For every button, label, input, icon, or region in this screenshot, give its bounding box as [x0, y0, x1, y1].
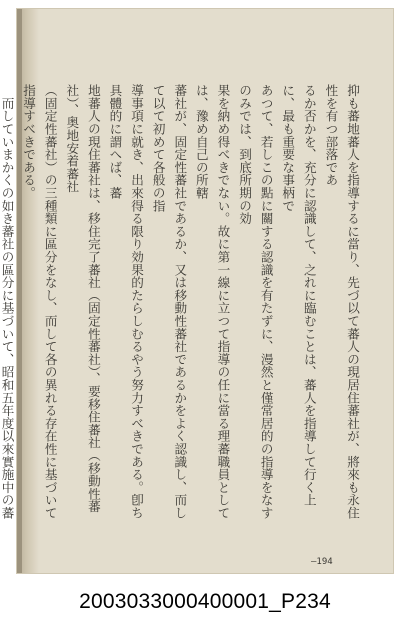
- text-line: あつて、若しこの點に關する認識を有たずに、漫然と僅常居的の指導をなすのみでは、到底所期の効: [237, 84, 274, 520]
- text-line: 抑も蕃地蕃人を指導するに當り、先づ以て蕃人の現居住蕃社が、將來も永住性を有つ部落であ: [323, 84, 360, 520]
- text-line: 而していまかくの如き蕃社の區分に基づいて、昭和五年度以來實施中の蕃: [0, 96, 15, 520]
- text-line: るか否かを、充分に認識して、之れに臨むことは、蕃人を指導して行く上に、最も重要な事柄で: [280, 84, 317, 507]
- text-line: 蕃社が、固定性蕃社であるか、又は移動性蕃社であるかをよく認識し、而して以て初めて各般の指: [150, 84, 188, 520]
- text-line: 果を納め得べきでない。故に第一線に立つて指導の任に當る理蕃職員としては、豫め自己の所轄: [193, 84, 231, 520]
- book-page: [0, 8, 394, 574]
- page-number: —194: [311, 557, 333, 567]
- image-caption: 2003033000400001_P234: [79, 590, 331, 613]
- text-line: （固定性蕃社）の三種類に區分をなし、而して各の異れる存在性に基づいて指導すべきである。: [21, 84, 58, 520]
- text-line: 導事項に就き、出來得る限り効果的たらしむるやう努力すべきである。卽ち具體的に謂へば、蕃: [107, 84, 145, 520]
- vertical-text-block: [0, 84, 363, 524]
- text-line: 地蕃人の現住蕃社は、移住完了蕃社（固定性蕃社）、要移住蕃社（移動性蕃社）、奥地安着蕃社: [64, 84, 101, 513]
